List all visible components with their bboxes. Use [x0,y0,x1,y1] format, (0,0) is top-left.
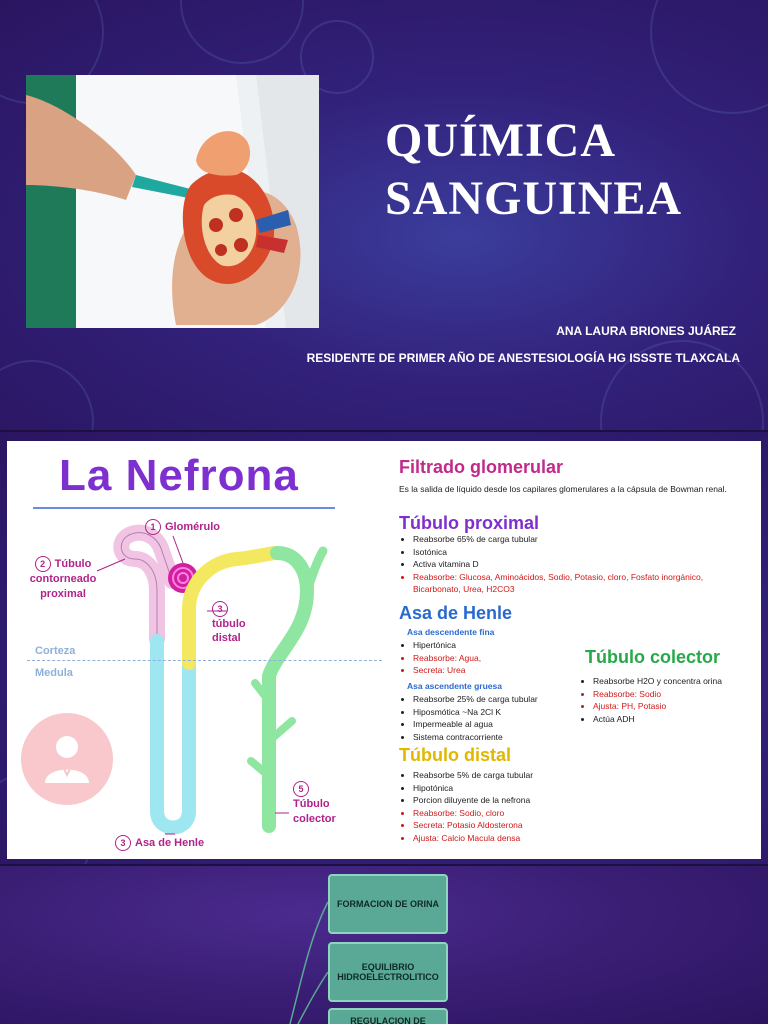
number-marker: 1 [145,519,161,535]
urine-formation-box: FORMACION DE ORINA [328,874,448,934]
list-item: • Reabsorbe 65% de carga tubular [413,533,719,546]
collecting-duct-label [293,781,336,827]
title-slide [0,0,768,430]
proximal-tubule-label [13,556,113,602]
nephron-sheet [7,441,761,859]
glomerulus-label [145,519,220,535]
glomerular-filtration-title: Filtrado glomerular [399,457,564,477]
henle-descending-title: Asa descendente fina [407,627,495,637]
distal-tubule-title: Túbulo distal [399,745,511,765]
list-item: • Porcion diluyente de la nefrona [413,794,619,807]
title-line-2: SANGUINEA [385,172,683,225]
author-name: ANA LAURA BRIONES JUÁREZ [556,324,736,338]
glomerular-filtration-text: Es la salida de líquido desde los capilares glomerulares a la cápsula de Bowman renal. [399,484,727,494]
henle-text: Asa de Henle [135,837,205,849]
proximal-tubule-title: Túbulo proximal [399,513,540,533]
proximal-text-1: Túbulo [54,558,92,570]
henle-loop-label [115,835,204,851]
list-item: • Ajusta: PH, Potasio [593,700,761,713]
distal-list [399,769,619,844]
number-marker: 2 [35,556,51,572]
list-item: • Isotónica [413,546,719,559]
decorative-circle [650,0,768,114]
number-marker: 3 [212,601,228,617]
list-item: • Reabsorbe: Sodio, cloro [413,807,619,820]
henle-descending-list [399,639,599,677]
nephron-title: La Nefrona [59,451,299,500]
henle-ascending-list [399,693,599,743]
list-item: • Secreta: Urea [413,664,599,677]
regulation-box: REGULACION DE [328,1008,448,1024]
glomerulus-text: Glomérulo [165,521,221,533]
author-role: RESIDENTE DE PRIMER AÑO DE ANESTESIOLOGÍA HG ISSSTE TLAXCALA [306,351,740,365]
list-item: • Reabsorbe H2O y concentra orina [593,675,761,688]
functions-slide [0,866,768,1024]
collecting-list [579,675,761,725]
number-marker: 5 [293,781,309,797]
list-item: • Secreta: Potasio Aldosterona [413,819,619,832]
doctor-icon [21,713,113,805]
collecting-text-2: colector [293,813,336,825]
list-item: • Hiposmótica ~Na 2Cl K [413,706,599,719]
cortex-label: Corteza [35,645,76,657]
decorative-circle [0,360,94,430]
proximal-list [399,533,719,596]
nephron-slide [0,432,768,864]
collecting-duct-title: Túbulo colector [585,647,720,667]
list-item: • Reabsorbe 25% de carga tubular [413,693,599,706]
kidney-model-photo [26,75,319,328]
kidney-model-icon [26,75,319,328]
distal-tubule-label [212,601,246,645]
distal-text-1: túbulo [212,618,246,630]
title-line-1: QUÍMICA [385,114,616,167]
list-item: • Reabsorbe: Glucosa, Aminoácidos, Sodio, Potasio, cloro, Fosfato inorgánico, Bicarbonato, Urea, H2CO3 [413,571,719,596]
proximal-text-3: proximal [40,588,86,600]
list-item: • Impermeable al agua [413,718,599,731]
cortex-medulla-line [27,660,382,661]
number-marker: 3 [115,835,131,851]
decorative-circle [180,0,304,64]
list-item: • Hipertónica [413,639,599,652]
proximal-text-2: contorneado [29,573,97,585]
list-item: • Ajusta: Calcio Macula densa [413,832,619,845]
electrolyte-balance-box: EQUILIBRIO HIDROELECTROLITICO [328,942,448,1002]
list-item: • Activa vitamina D [413,558,719,571]
medulla-label: Medula [35,667,73,679]
list-item: • Sistema contracorriente [413,731,599,744]
list-item: • Hipotónica [413,782,619,795]
list-item: • Actúa ADH [593,713,761,726]
henle-title: Asa de Henle [399,603,513,623]
list-item: • Reabsorbe: Agua, [413,652,599,665]
doctor-badge [21,713,113,805]
list-item: • Reabsorbe 5% de carga tubular [413,769,619,782]
collecting-text-1: Túbulo [293,798,330,810]
list-item: • Reabsorbe: Sodio [593,688,761,701]
henle-ascending-title: Asa ascendente gruesa [407,681,502,691]
distal-text-2: distal [212,632,241,644]
presentation-title [385,112,745,228]
